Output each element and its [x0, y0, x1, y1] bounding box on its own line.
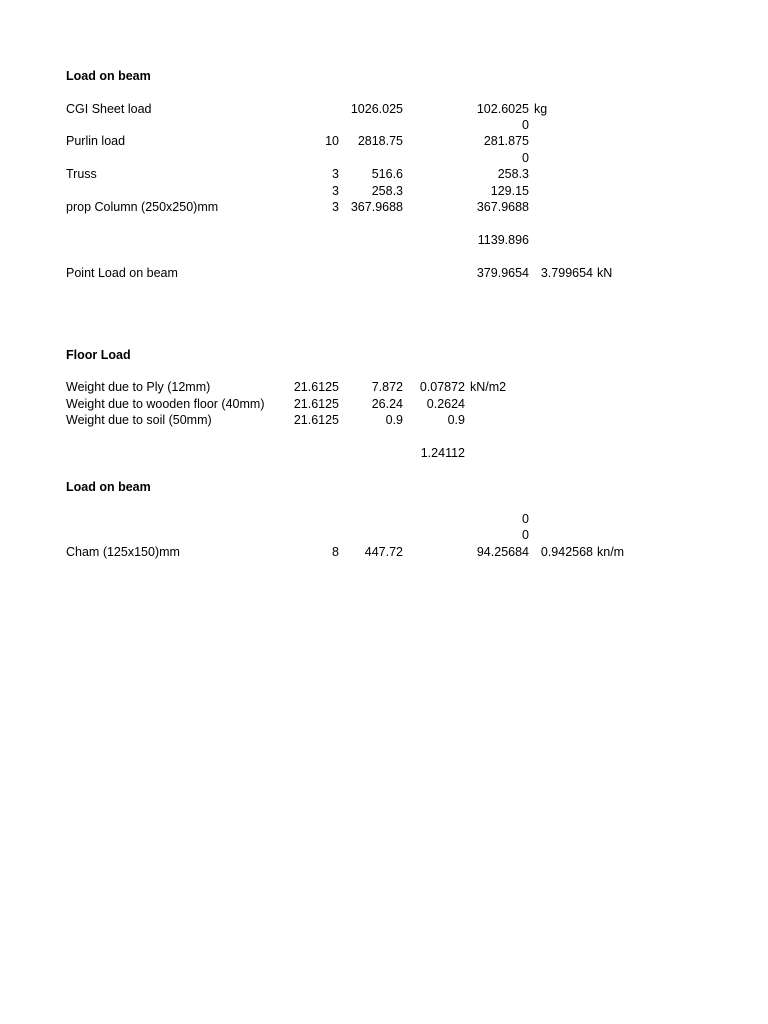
total-row: [0, 232, 768, 248]
cell-value: 3: [332, 200, 339, 214]
point-load-row: [0, 265, 768, 281]
section-title: Load on beam: [66, 69, 151, 83]
cell-value: 0.942568: [540, 545, 593, 559]
section-title: Load on beam: [66, 480, 151, 494]
cell-value: 367.9688: [476, 200, 529, 214]
row-label: Truss: [66, 167, 97, 181]
row-label: Weight due to soil (50mm): [66, 413, 212, 427]
section-title-row: [0, 347, 768, 363]
row-label: Weight due to Ply (12mm): [66, 380, 211, 394]
table-row: [0, 544, 768, 560]
row-label: Point Load on beam: [66, 266, 178, 280]
row-label: Weight due to wooden floor (40mm): [66, 397, 265, 411]
cell-value: 21.6125: [293, 413, 339, 427]
unit-label: kn/m: [597, 545, 625, 559]
cell-value: 516.6: [371, 167, 403, 181]
row-label: Purlin load: [66, 134, 126, 148]
section-title-row: [0, 68, 768, 84]
row-label: CGI Sheet load: [66, 102, 152, 116]
table-row: [0, 101, 768, 117]
table-row: [0, 199, 768, 215]
table-row: [0, 183, 768, 199]
table-row: [0, 412, 768, 428]
unit-label: kN/m2: [470, 380, 507, 394]
section-title-row: [0, 479, 768, 495]
cell-value: 281.875: [483, 134, 529, 148]
total-row: [0, 445, 768, 461]
cell-value: 94.25684: [476, 545, 529, 559]
cell-value: 0.2624: [426, 397, 465, 411]
table-row: [0, 379, 768, 395]
table-row: [0, 133, 768, 149]
cell-value: 0: [522, 512, 529, 526]
cell-value: 0.9: [447, 413, 465, 427]
total-value: 1139.896: [477, 233, 529, 247]
cell-value: 0.9: [385, 413, 403, 427]
unit-label: kg: [534, 102, 548, 116]
row-label: prop Column (250x250)mm: [66, 200, 219, 214]
cell-value: 21.6125: [293, 380, 339, 394]
cell-value: 7.872: [371, 380, 403, 394]
cell-value: 129.15: [490, 184, 529, 198]
total-value: 1.24112: [420, 446, 465, 460]
table-row: [0, 511, 768, 527]
cell-value: 21.6125: [293, 397, 339, 411]
cell-value: 26.24: [371, 397, 403, 411]
row-label: Cham (125x150)mm: [66, 545, 180, 559]
cell-value: 258.3: [371, 184, 403, 198]
cell-value: 3: [332, 184, 339, 198]
cell-value: 1026.025: [350, 102, 403, 116]
cell-value: 102.6025: [476, 102, 529, 116]
cell-value: 3.799654: [540, 266, 593, 280]
cell-value: 379.9654: [476, 266, 529, 280]
cell-value: 0: [522, 528, 529, 542]
cell-value: 447.72: [364, 545, 403, 559]
cell-value: 0.07872: [419, 380, 465, 394]
table-row: [0, 117, 768, 133]
cell-value: 258.3: [497, 167, 529, 181]
table-row: [0, 150, 768, 166]
table-row: [0, 166, 768, 182]
cell-value: 3: [332, 167, 339, 181]
cell-value: 2818.75: [357, 134, 403, 148]
cell-value: 8: [332, 545, 339, 559]
unit-label: kN: [597, 266, 613, 280]
cell-value: 0: [522, 118, 529, 132]
cell-value: 10: [325, 134, 339, 148]
cell-value: 367.9688: [350, 200, 403, 214]
table-row: [0, 396, 768, 412]
table-row: [0, 527, 768, 543]
section-title: Floor Load: [66, 348, 131, 362]
cell-value: 0: [522, 151, 529, 165]
